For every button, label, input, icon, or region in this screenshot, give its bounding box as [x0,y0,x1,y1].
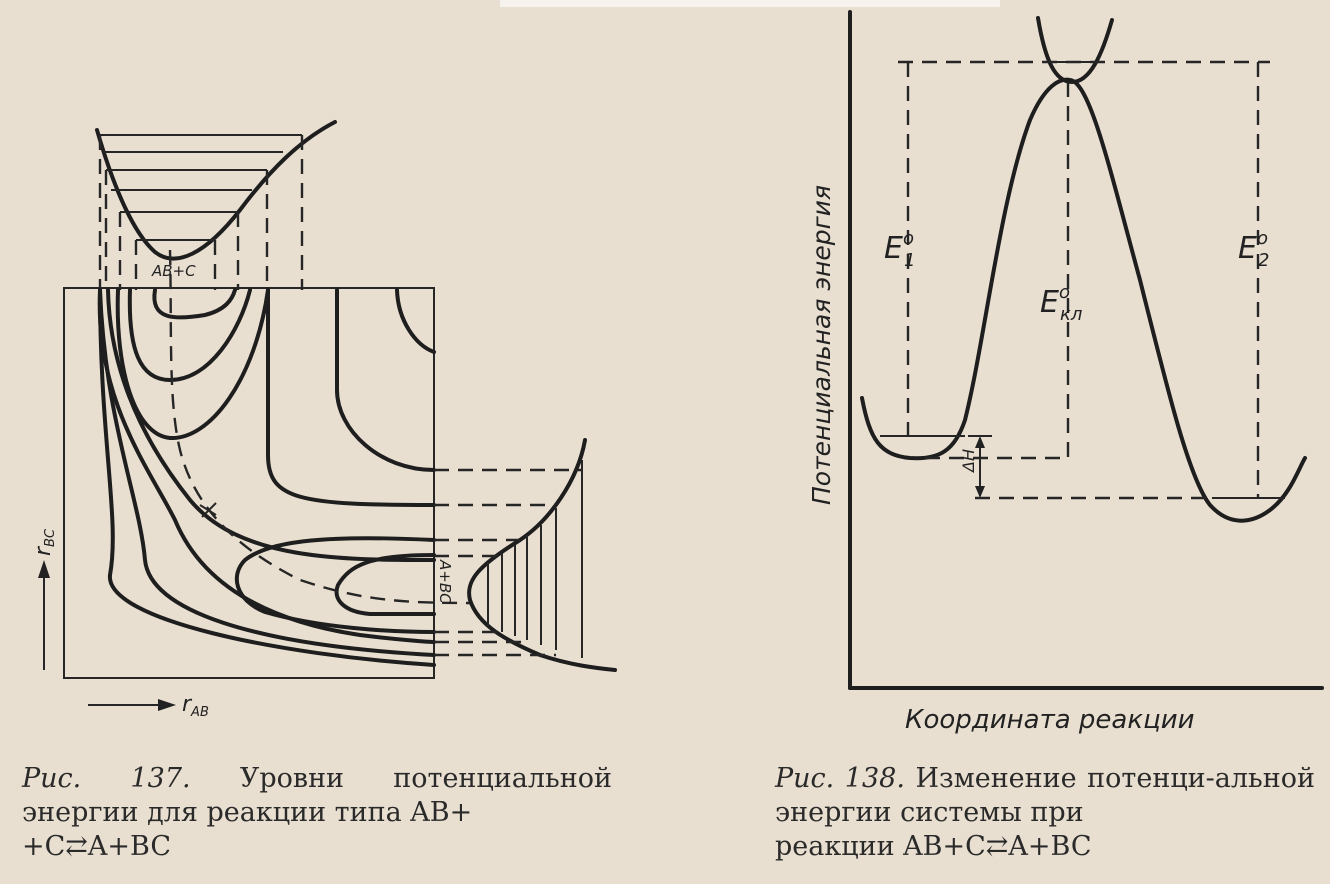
figure-137-potential-surface [31,122,615,720]
complex-well-curve [1038,18,1112,82]
label-ab-c: AB+C [152,262,196,280]
caption-figure-138 [775,762,1315,864]
axis-r-ab [88,692,209,720]
y-axis-title: Потенциальная энергия [807,184,836,505]
contour-lines [100,290,434,665]
label-e2: $E^o$ 2 [1238,228,1270,271]
delta-h-marker [959,436,992,498]
reaction-path [170,250,470,603]
caption-138-last-line: реакции AB+C⇄A+BC [775,831,1092,862]
well-ab-c-levels [100,135,302,240]
delta-h-label: ΔH [959,449,978,472]
axis-r-bc [31,528,58,670]
caption-138-text: Изменение потенци-альной энергии системы при [775,763,1315,828]
label-e1: $E^o$ 1 [884,228,916,271]
axis-r-bc-sub: BC [43,528,58,547]
energy-guides [898,62,1270,498]
svg-text:rAB [182,692,209,720]
x-axis-title: Координата реакции [905,705,1195,735]
svg-text:rBC [31,528,58,556]
axis-r-ab-label: r [182,692,192,717]
label-ekl: $E^o$ кл [1040,282,1083,325]
caption-137-last-line: +C⇄A+BC [22,831,172,862]
energy-curve [862,80,1305,521]
axis-r-bc-label: r [31,546,56,556]
label-a-bc: A+BC [436,560,454,604]
axis-r-ab-sub: AB [191,705,209,720]
caption-138-prefix: Рис. 138. [775,763,905,794]
caption-figure-137 [22,762,612,864]
caption-137-text: Уровни потенциальной энергии для реакции типа AB+ [22,763,612,828]
figure-138-energy-profile [807,12,1322,735]
caption-137-prefix: Рис. 137. [22,763,191,794]
